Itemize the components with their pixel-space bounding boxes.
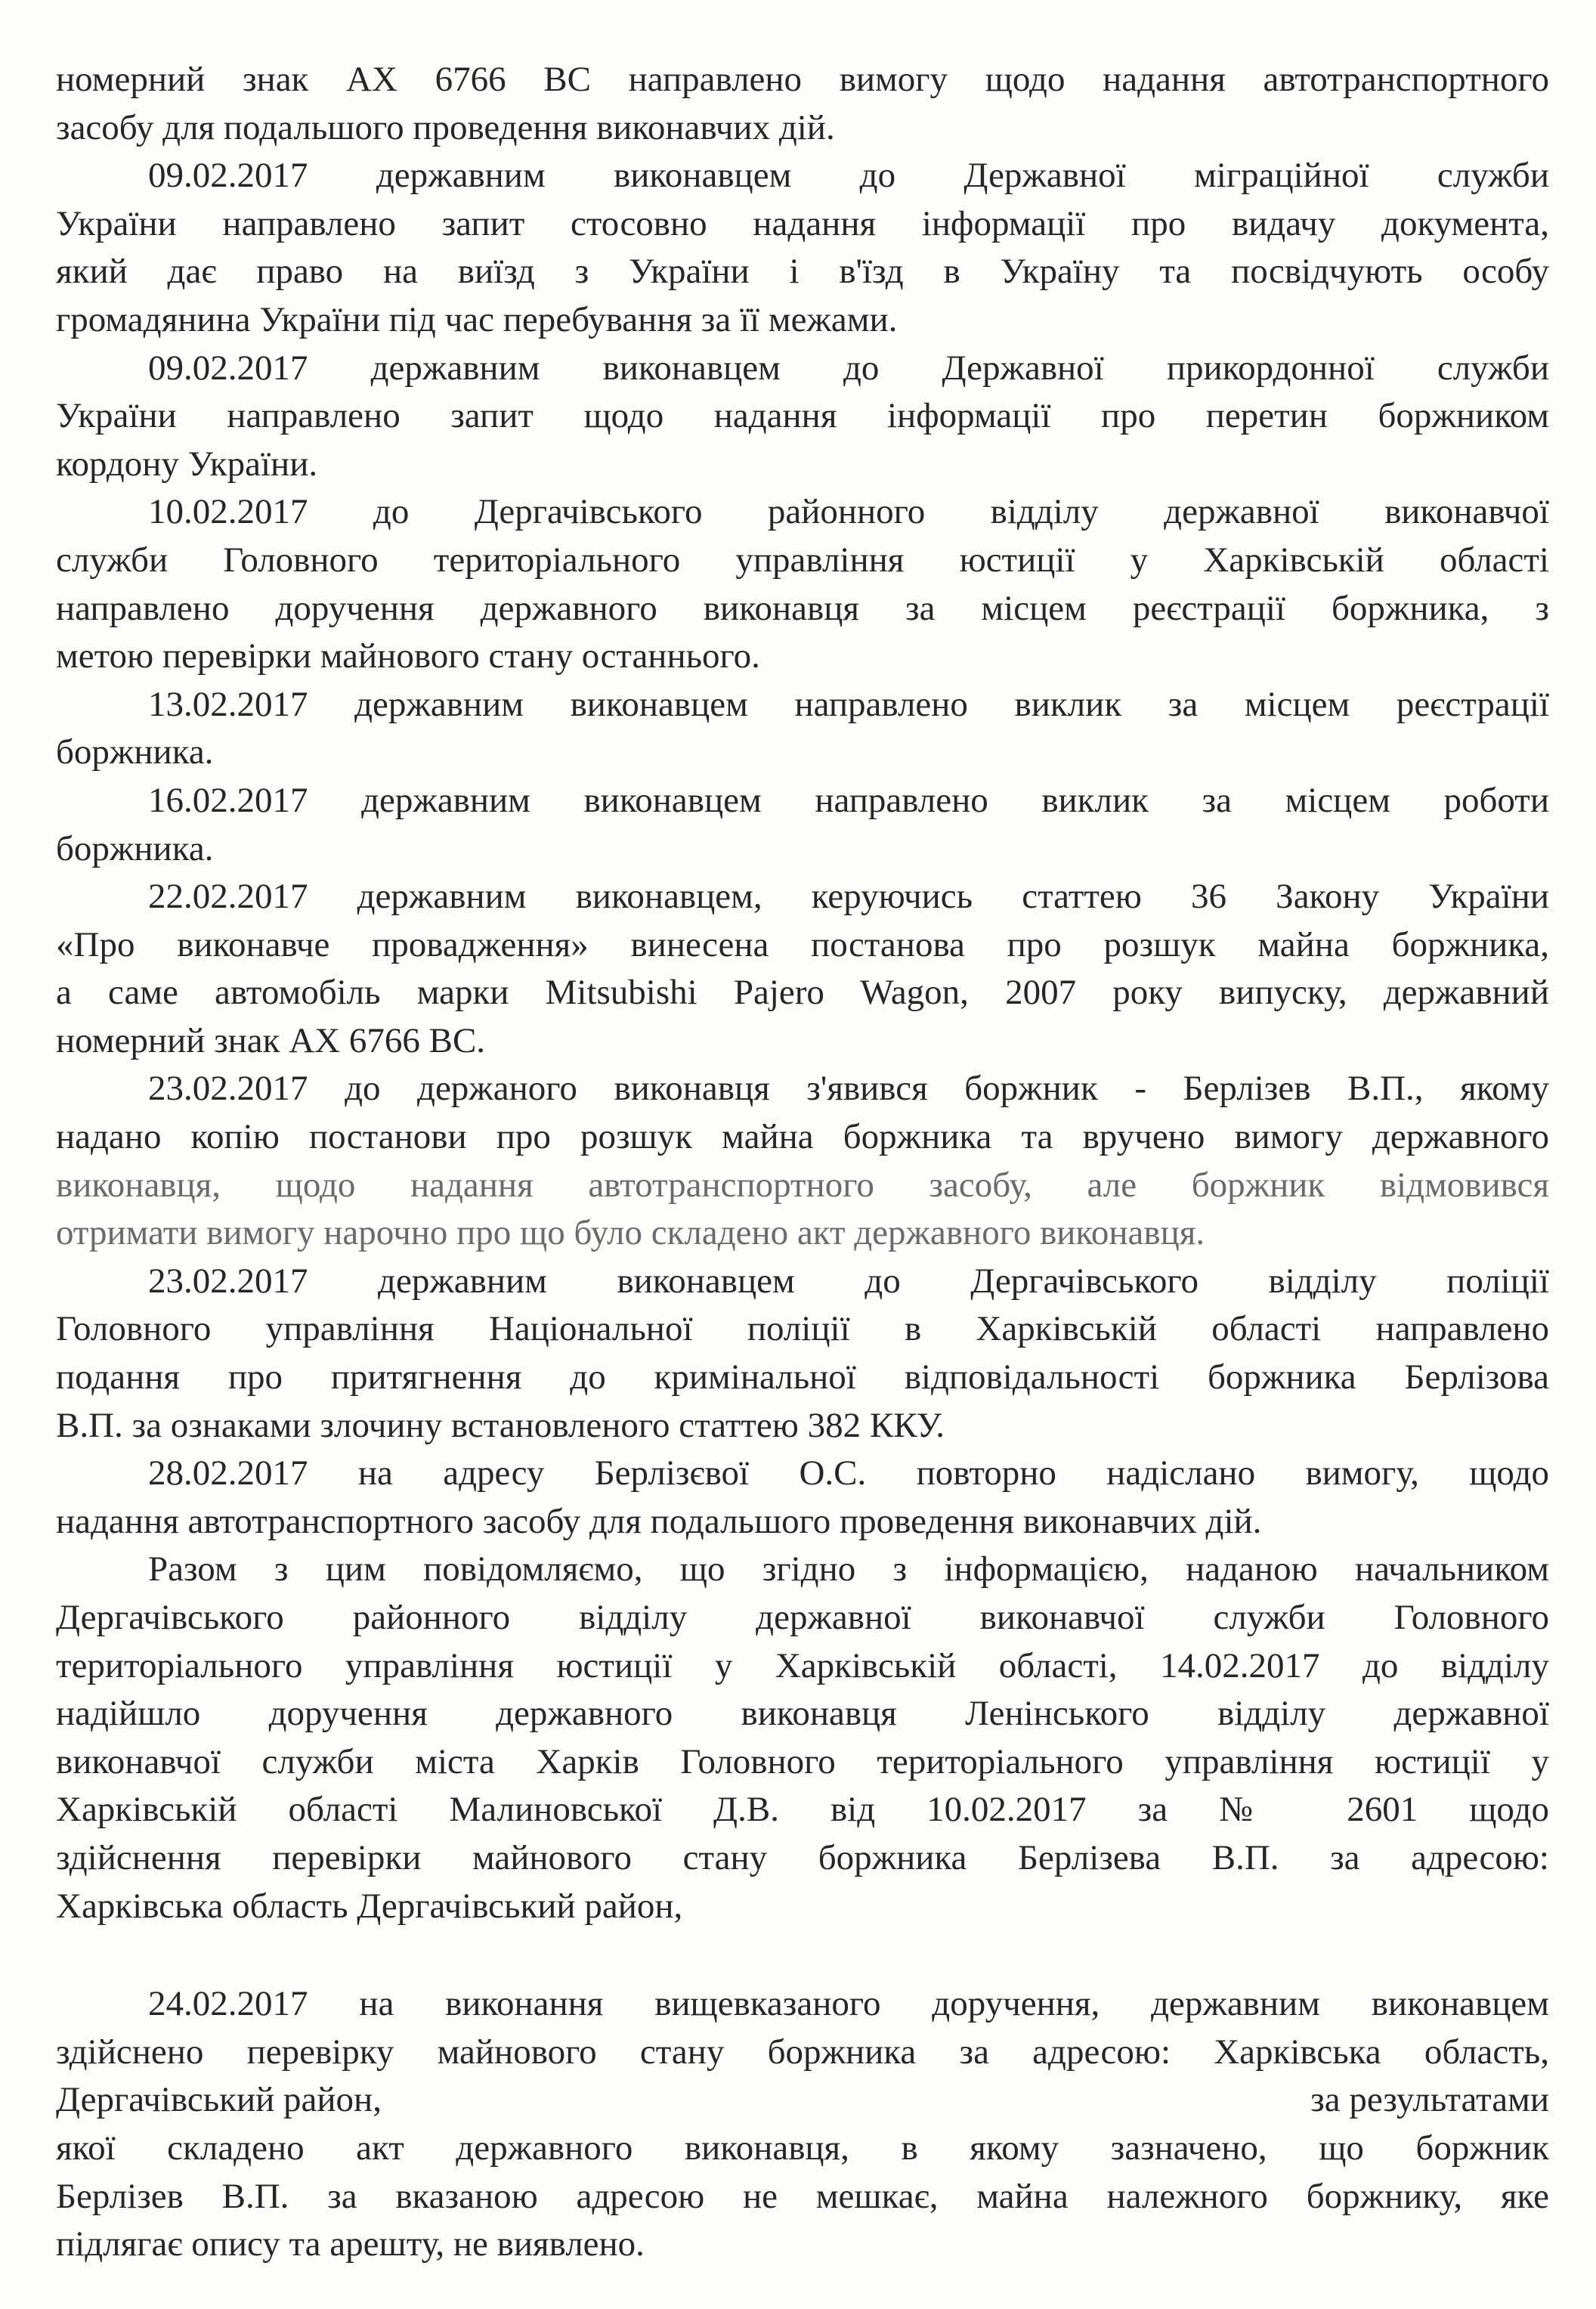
text-line: служби Головного територіального управління юстиції у Харківській області: [56, 540, 1549, 580]
text-line: подання про притягнення до кримінальної відповідальності боржника Берлізова: [56, 1357, 1549, 1397]
text-line: Харківська область Дергачівський район,: [56, 1886, 683, 1926]
text-line: надійшло доручення державного виконавця Ленінського відділу державної: [56, 1694, 1549, 1734]
text-line: 13.02.2017 державним виконавцем направлено виклик за місцем реєстрації: [148, 684, 1549, 724]
text-line: 09.02.2017 державним виконавцем до Державної міграційної служби: [148, 156, 1549, 196]
paragraph: [56, 1546, 1549, 1930]
paragraph: [56, 1258, 1549, 1450]
paragraph: [56, 1450, 1549, 1546]
paragraph: [56, 1980, 1549, 2269]
text-line: боржника.: [56, 732, 214, 772]
text-after-redaction: за результатами: [1310, 2080, 1549, 2120]
text-line: Берлізев В.П. за вказаною адресою не мешкає, майна належного боржнику, яке: [56, 2176, 1549, 2216]
text-line: направлено доручення державного виконавця за місцем реєстрації боржника, з: [56, 588, 1549, 628]
text-line: Разом з цим повідомляємо, що згідно з інформацією, наданою начальником: [148, 1549, 1549, 1589]
text-line: [56, 2076, 1549, 2125]
text-line: підлягає опису та арешту, не виявлено.: [56, 2224, 645, 2264]
paragraph: [56, 488, 1549, 680]
text-line: 23.02.2017 до держаного виконавця з'явився боржник - Берлізев В.П., якому: [148, 1069, 1549, 1109]
text-line: Дергачівського районного відділу державної виконавчої служби Головного: [56, 1598, 1549, 1637]
paragraph: [56, 873, 1549, 1065]
text-line: засобу для подальшого проведення виконавчих дій.: [56, 107, 835, 147]
text-line: територіального управління юстиції у Харківській області, 14.02.2017 до відділу: [56, 1645, 1549, 1685]
text-line: 10.02.2017 до Дергачівського районного відділу державної виконавчої: [148, 492, 1549, 532]
paragraph: [56, 681, 1549, 777]
text-line: а саме автомобіль марки Mitsubishi Pajero Wagon, 2007 року випуску, державний: [56, 973, 1549, 1013]
text-line: 22.02.2017 державним виконавцем, керуючись статтею 36 Закону України: [148, 877, 1549, 917]
text-line: номерний знак АХ 6766 ВС.: [56, 1020, 486, 1060]
text-line: отримати вимогу нарочно про що було складено акт державного виконавця.: [56, 1213, 1205, 1253]
text-line: «Про виконавче провадження» винесена постанова про розшук майна боржника,: [56, 924, 1549, 964]
text-line: боржника.: [56, 828, 214, 868]
text-line: надано копію постанови про розшук майна боржника та вручено вимогу державного: [56, 1117, 1549, 1157]
text-line: Головного управління Національної поліції в Харківській області направлено: [56, 1309, 1549, 1349]
text-line: 09.02.2017 державним виконавцем до Державної прикордонної служби: [148, 348, 1549, 388]
text-line: надання автотранспортного засобу для подальшого проведення виконавчих дій.: [56, 1501, 1262, 1541]
text-line: В.П. за ознаками злочину встановленого статтею 382 ККУ.: [56, 1405, 945, 1445]
paragraph: [56, 1065, 1549, 1257]
paragraph: [56, 56, 1549, 152]
text-line: 28.02.2017 на адресу Берлізєвої О.С. повторно надіслано вимогу, щодо: [148, 1453, 1549, 1493]
paragraph: [56, 777, 1549, 873]
text-line: України направлено запит стосовно надання інформації про видачу документа,: [56, 203, 1549, 243]
text-line: номерний знак АХ 6766 ВС направлено вимогу щодо надання автотранспортного: [56, 60, 1549, 99]
text-line: України направлено запит щодо надання інформації про перетин боржником: [56, 396, 1549, 436]
paragraph: [56, 345, 1549, 489]
text-line: здійснення перевірки майнового стану боржника Берлізева В.П. за адресою:: [56, 1837, 1549, 1877]
text-line: громадянина України під час перебування за її межами.: [56, 299, 898, 339]
text-line: виконавчої служби міста Харків Головного територіального управління юстиції у: [56, 1741, 1549, 1781]
document-page: [56, 56, 1549, 2269]
text-line: 24.02.2017 на виконання вищевказаного доручення, державним виконавцем: [148, 1984, 1549, 2024]
text-line: 23.02.2017 державним виконавцем до Дергачівського відділу поліції: [148, 1261, 1549, 1301]
text-line: якої складено акт державного виконавця, в якому зазначено, що боржник: [56, 2128, 1549, 2168]
paragraph: [56, 152, 1549, 344]
text-line: Харківській області Малиновської Д.В. від 10.02.2017 за № 2601 щодо: [56, 1790, 1549, 1830]
text-line: 16.02.2017 державним виконавцем направлено виклик за місцем роботи: [148, 780, 1549, 820]
text-before-redaction: Дергачівський район,: [56, 2080, 382, 2120]
text-line: кордону України.: [56, 444, 318, 484]
text-line: метою перевірки майнового стану останнього.: [56, 636, 760, 676]
text-line: здійснено перевірку майнового стану боржника за адресою: Харківська область,: [56, 2032, 1549, 2072]
text-line: який дає право на виїзд з України і в'їзд в Україну та посвідчують особу: [56, 252, 1549, 292]
text-line: виконавця, щодо надання автотранспортного засобу, але боржник відмовився: [56, 1165, 1549, 1205]
